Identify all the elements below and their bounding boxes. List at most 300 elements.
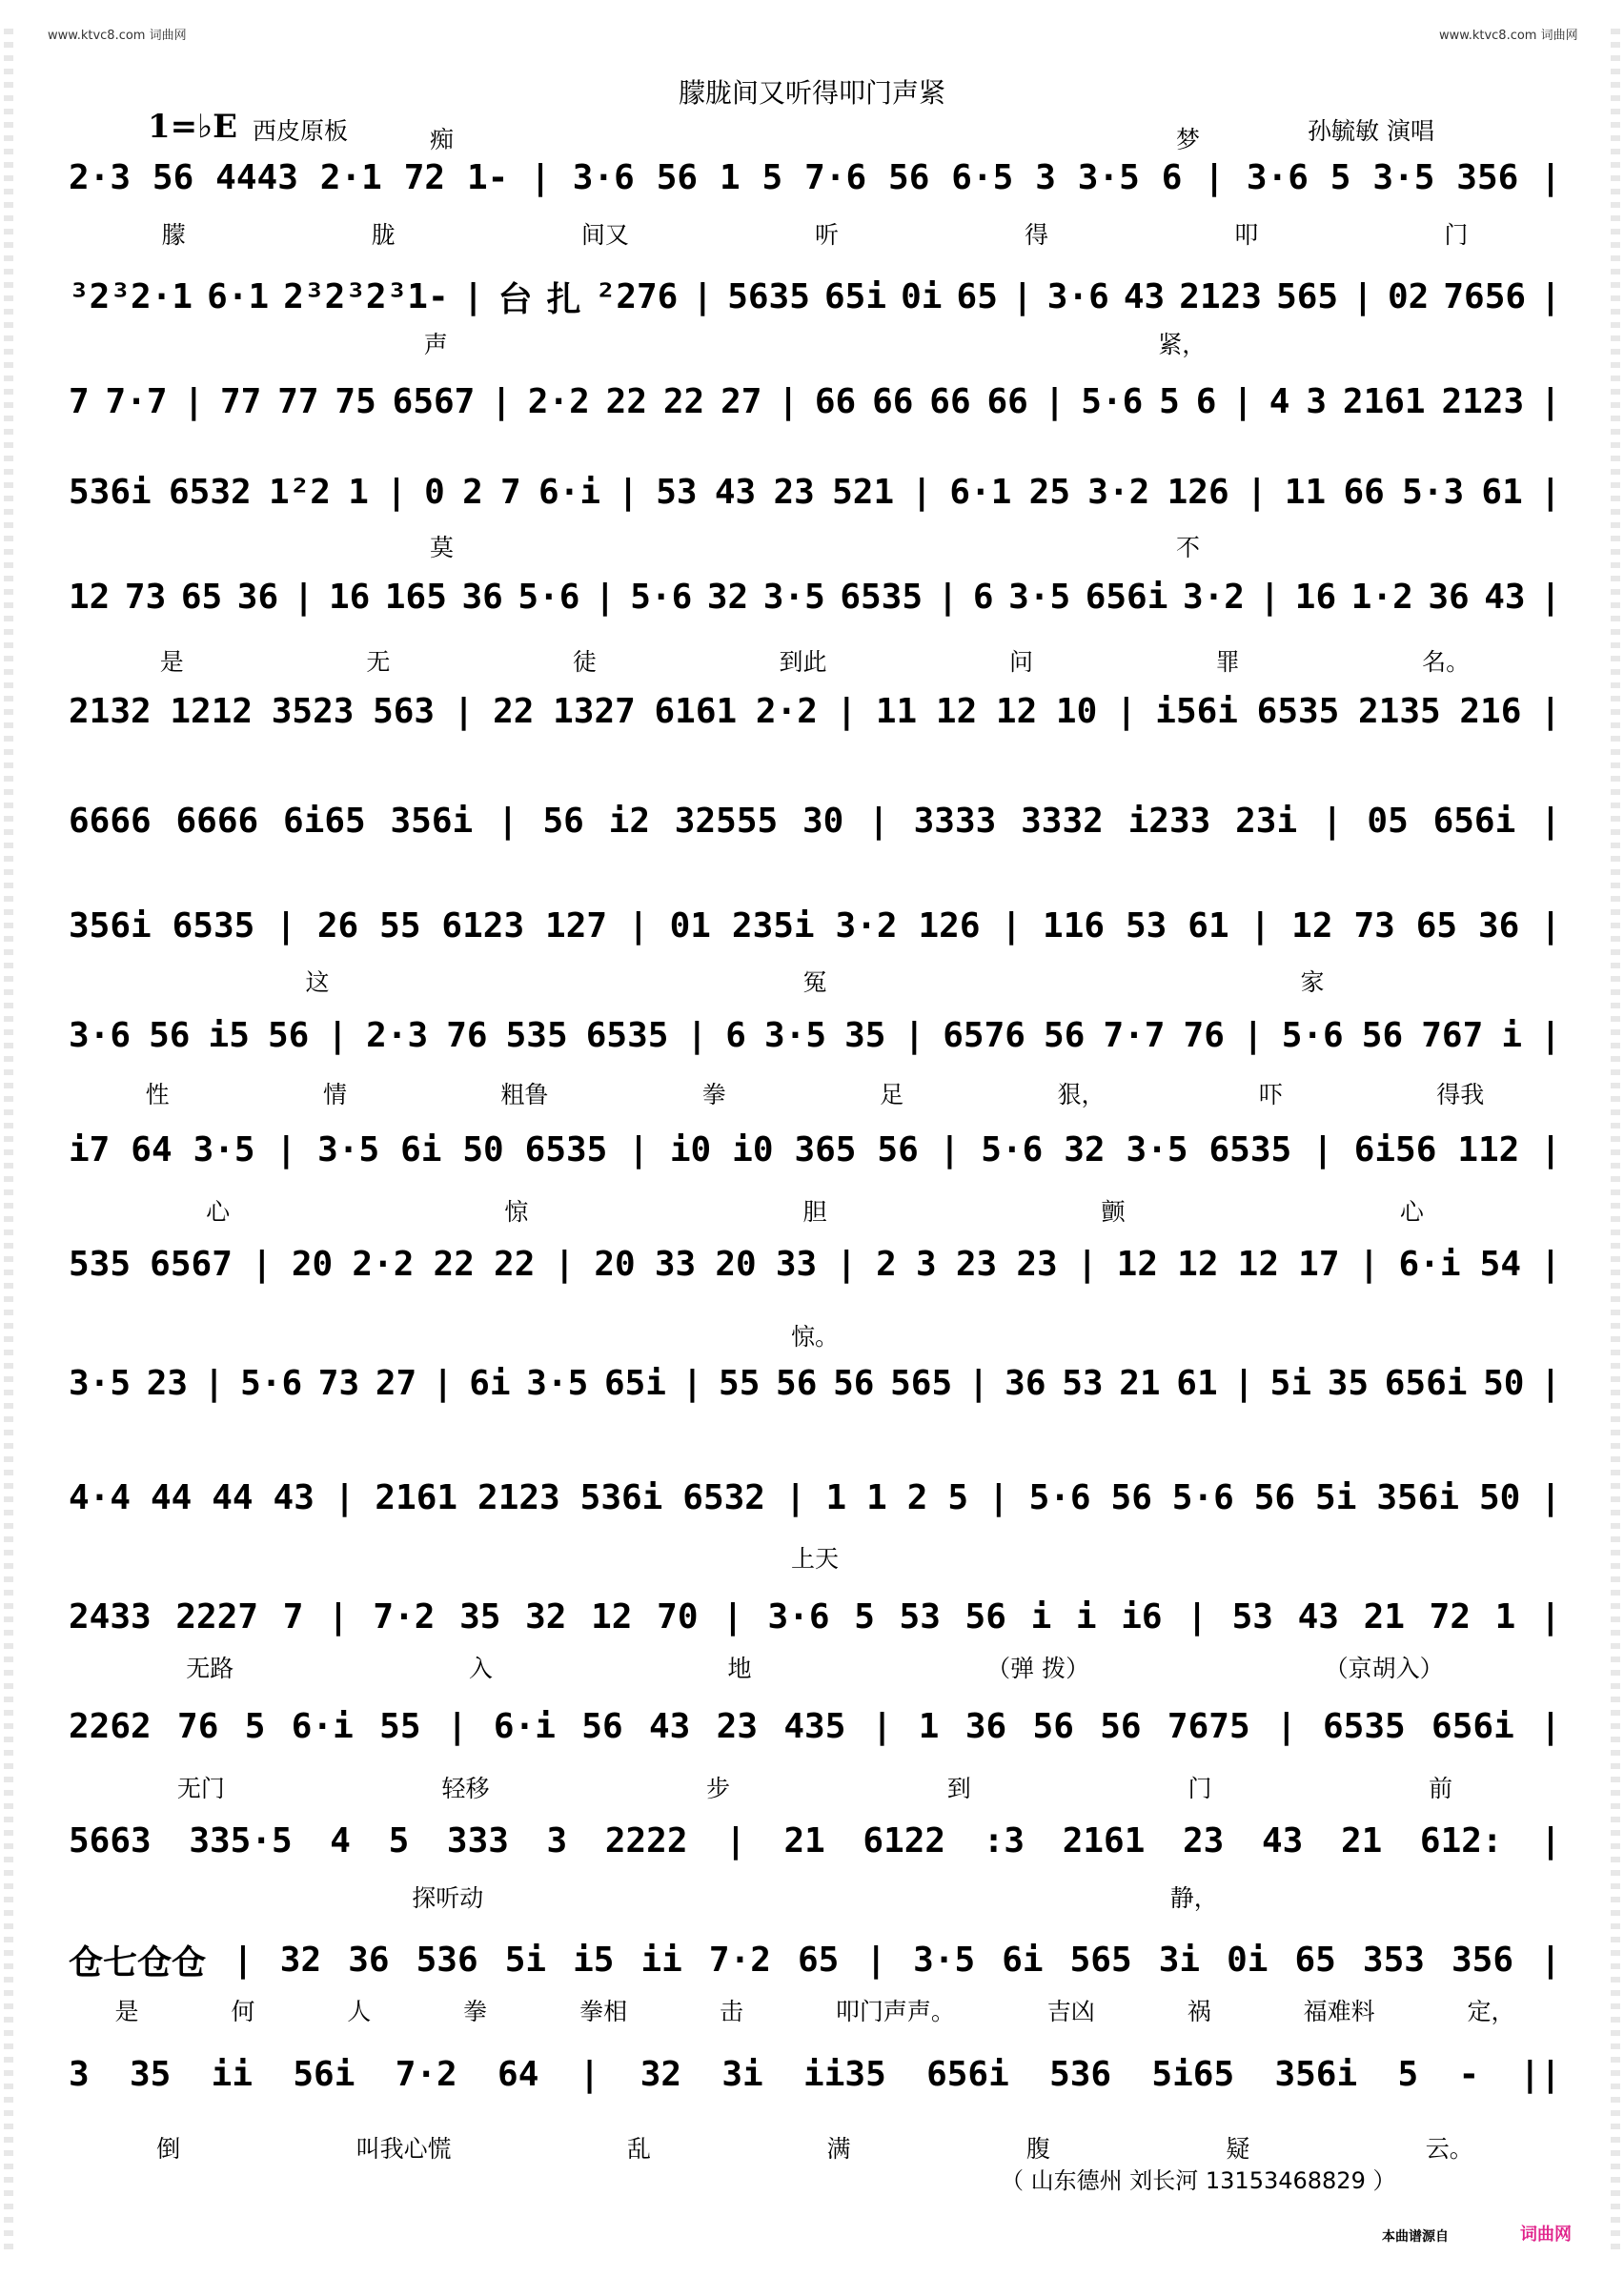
lyric-word: 心 [206, 1198, 231, 1226]
notation-line [69, 686, 1561, 736]
note-group: 66 [1343, 472, 1385, 512]
note-group: 216 [1459, 691, 1522, 731]
note-group: 3·5 [69, 1363, 132, 1403]
note-group: 27 [721, 381, 762, 421]
song-title: 朦胧间又听得叩门声紧 [678, 77, 945, 109]
note-group: 6161 [654, 691, 738, 731]
note-group: 3333 [913, 801, 997, 841]
note-group: i [1030, 1596, 1052, 1637]
note-group: 767 [1421, 1015, 1484, 1055]
note-group: 535 [505, 1015, 568, 1055]
note-group: 1 [825, 1477, 847, 1517]
barline: | [183, 381, 205, 421]
barline: | [778, 381, 799, 421]
note-group: 3i [721, 2054, 763, 2094]
barline: | [1232, 381, 1253, 421]
note-group: 3 [1035, 157, 1056, 197]
lyric-word: 莫 [429, 534, 454, 561]
note-group: 6·i [291, 1706, 354, 1746]
note-group: 36 [461, 577, 503, 617]
note-group: 73 [317, 1363, 360, 1403]
note-group: 7·7 [1103, 1015, 1166, 1055]
note-group: 65 [180, 577, 223, 617]
barline: | [868, 801, 889, 841]
note-group: 61 [1481, 472, 1523, 512]
barline: | [1187, 1596, 1208, 1637]
barline: | [579, 2054, 600, 2094]
note-group: 77 [277, 381, 319, 421]
lyric-word: 足 [880, 1081, 904, 1108]
note-group: 356i [1376, 1477, 1460, 1517]
note-group: 56 [1100, 1706, 1142, 1746]
note-group: 4·4 [69, 1477, 132, 1517]
note-group: i2 [608, 801, 650, 841]
lyric-word: 人 [347, 1998, 372, 2025]
note-group: i6 [1121, 1596, 1163, 1637]
note-group: 20 [715, 1244, 757, 1284]
note-group: 5 [854, 1596, 875, 1637]
note-group: 5 [761, 157, 783, 197]
note-group: 1 [719, 157, 741, 197]
note-group: 3 [1306, 381, 1328, 421]
lyric-line [69, 1319, 1561, 1352]
barline: | [628, 1129, 649, 1169]
note-group: 1 [866, 1477, 887, 1517]
note-group: 扎 [546, 279, 581, 319]
note-group: 2·2 [527, 381, 590, 421]
barline: | [233, 1940, 254, 1980]
note-group: 12 [935, 691, 978, 731]
barline: | [1352, 276, 1373, 316]
lyric-word: 罪 [1215, 648, 1240, 676]
note-group: 17 [1298, 1244, 1340, 1284]
note-group: 6i56 [1353, 1129, 1437, 1169]
note-group: 61 [1176, 1363, 1218, 1403]
note-group: 335·5 [189, 1820, 293, 1860]
note-group: 53 [656, 472, 698, 512]
note-group: 6·i [1398, 1244, 1461, 1284]
barline: | [530, 157, 551, 197]
note-group: 35 [459, 1596, 501, 1637]
barline: | [784, 1477, 806, 1517]
lyric-word: 无门 [176, 1775, 225, 1802]
note-group: 7·2 [708, 1940, 771, 1980]
barline: | [1540, 1820, 1561, 1860]
note-group: 6 [725, 1015, 746, 1055]
note-group: 台 [497, 279, 533, 319]
note-group: 2123 [1179, 276, 1262, 316]
notation-line [69, 467, 1561, 517]
note-group: 2161 [1062, 1820, 1146, 1860]
note-group: 356i [69, 905, 152, 945]
note-group: 32555 [674, 801, 779, 841]
note-group: 56 [581, 1706, 623, 1746]
note-group: 66 [929, 381, 971, 421]
barline: | [1249, 905, 1271, 945]
note-group: 6535 [585, 1015, 669, 1055]
note-group: 6·5 [951, 157, 1014, 197]
note-group: 56 [776, 1363, 818, 1403]
note-group: 50 [462, 1129, 504, 1169]
note-group: 32 [1064, 1129, 1106, 1169]
note-group: 0 [424, 472, 445, 512]
site-watermark-left: www.ktvc8.com 词曲网 [48, 29, 187, 43]
notation-line [69, 1473, 1561, 1522]
note-group: i5 [573, 1940, 615, 1980]
note-group: 66 [986, 381, 1028, 421]
note-group: 23 [716, 1706, 759, 1746]
barline: | [1540, 1363, 1561, 1403]
note-group: i [1501, 1015, 1522, 1055]
note-group: 1 [1494, 1596, 1516, 1637]
note-group: 6535 [1208, 1129, 1292, 1169]
note-group: 64 [497, 2054, 539, 2094]
note-group: 32 [279, 1940, 322, 1980]
lyric-word: 家 [1300, 968, 1325, 996]
note-group: 12 [591, 1596, 633, 1637]
note-group: 116 [1043, 905, 1106, 945]
note-group: 3523 [271, 691, 355, 731]
source-logo: 词曲网 [1520, 2225, 1572, 2245]
note-group: 11 [875, 691, 918, 731]
note-group: i0 [732, 1129, 774, 1169]
barline: || [1519, 2054, 1561, 2094]
note-group: 12 [995, 691, 1038, 731]
note-group: 7 [282, 1596, 304, 1637]
note-group: 3332 [1021, 801, 1104, 841]
barline: | [328, 1596, 349, 1637]
barline: | [1540, 577, 1561, 617]
barline: | [1540, 905, 1561, 945]
note-group: 16 [328, 577, 371, 617]
lyric-line [69, 1651, 1561, 1683]
lyric-word: 性 [145, 1081, 170, 1108]
notation-line [69, 901, 1561, 950]
note-group: 22 [494, 1244, 536, 1284]
note-group: 65 [1415, 905, 1458, 945]
note-group: 44 [212, 1477, 254, 1517]
note-group: 6·i [493, 1706, 556, 1746]
notation-line [69, 152, 1561, 202]
note-group: 56 [267, 1015, 310, 1055]
note-group: 33 [775, 1244, 818, 1284]
note-group: 22 [662, 381, 705, 421]
notation-line [69, 572, 1561, 621]
lyric-line [69, 1194, 1561, 1227]
note-group: 2 [906, 1477, 928, 1517]
note-group: 56 [152, 157, 194, 197]
note-group: 3 [916, 1244, 937, 1284]
note-group: 2·1 [319, 157, 382, 197]
barline: | [203, 1363, 225, 1403]
note-group: 20 [594, 1244, 636, 1284]
lyric-word: 吓 [1258, 1081, 1283, 1108]
note-group: 3·5 [1126, 1129, 1188, 1169]
note-group: 5·3 [1402, 472, 1465, 512]
note-group: 22 [493, 691, 535, 731]
note-group: 6·1 [207, 276, 270, 316]
note-group: 3·5 [762, 577, 825, 617]
note-group: 16 [1294, 577, 1337, 617]
barline: | [1204, 157, 1225, 197]
barline: | [1540, 1596, 1561, 1637]
note-group: 53 [1125, 905, 1167, 945]
note-group: 112 [1457, 1129, 1520, 1169]
lyric-line [69, 644, 1561, 677]
lyric-word: 梦 [1175, 126, 1200, 153]
note-group: 356i [1274, 2054, 1358, 2094]
note-group: 3·6 [1246, 157, 1309, 197]
note-group: 5 [1159, 381, 1180, 421]
note-group: 656i [1431, 1706, 1514, 1746]
note-group: 27 [375, 1363, 417, 1403]
note-group: 70 [657, 1596, 699, 1637]
note-group: 23 [1183, 1820, 1225, 1860]
lyric-word: 步 [706, 1775, 731, 1802]
lyric-word: 门 [1188, 1775, 1212, 1802]
lyric-line [69, 122, 1561, 154]
note-group: 656i [926, 2054, 1009, 2094]
note-group: 3·2 [835, 905, 898, 945]
note-group: 5·6 [981, 1129, 1044, 1169]
note-group: 5·6 [1171, 1477, 1234, 1517]
notation-line [69, 1010, 1561, 1060]
tempo-label: 西皮原板 [253, 117, 349, 145]
barline: | [967, 1363, 989, 1403]
note-group: 56 [964, 1596, 1006, 1637]
notation-line [69, 1239, 1561, 1289]
note-group: 6 [972, 577, 994, 617]
note-group: 7·6 [804, 157, 867, 197]
barline: | [911, 472, 933, 512]
barline: | [987, 1477, 1009, 1517]
note-group: 5663 [69, 1820, 152, 1860]
note-group: 1- [466, 157, 509, 197]
barline: | [1246, 472, 1268, 512]
lyric-word: 狠， [1057, 1081, 1106, 1108]
note-group: 3·6 [767, 1596, 830, 1637]
note-group: 56 [888, 157, 930, 197]
barline: | [722, 1596, 743, 1637]
note-group: 05 [1367, 801, 1409, 841]
note-group: i5 [208, 1015, 250, 1055]
lyric-word: 得我 [1436, 1081, 1485, 1108]
note-group: 521 [832, 472, 895, 512]
lyric-word: 倒 [156, 2135, 181, 2163]
note-group: 656i [1085, 577, 1168, 617]
barline: | [453, 691, 475, 731]
barline: | [1540, 157, 1561, 197]
note-group: 6535 [1323, 1706, 1406, 1746]
note-group: 4443 [215, 157, 298, 197]
lyric-word: 地 [727, 1655, 752, 1682]
lyric-line [69, 327, 1561, 359]
note-group: 56 [1044, 1015, 1086, 1055]
note-group: 32 [706, 577, 749, 617]
note-group: 30 [802, 801, 844, 841]
lyric-word: 粗鲁 [500, 1081, 549, 1108]
notation-line [69, 1816, 1561, 1865]
note-group: 66 [872, 381, 914, 421]
note-group: 10 [1055, 691, 1098, 731]
lyric-word: 胆 [802, 1198, 827, 1226]
lyric-line [69, 217, 1561, 250]
note-group: 3·6 [69, 1015, 132, 1055]
note-group: 76 [446, 1015, 488, 1055]
note-group: 5 [1330, 157, 1351, 197]
note-group: 21 [1363, 1596, 1405, 1637]
note-group: 11 [1284, 472, 1327, 512]
barline: | [1540, 1129, 1561, 1169]
note-group: 2123 [1441, 381, 1525, 421]
lyric-word: 乱 [627, 2135, 652, 2163]
note-group: 127 [545, 905, 608, 945]
note-group: 76 [1183, 1015, 1225, 1055]
lyric-word: 疑 [1226, 2135, 1250, 2163]
note-group: 6666 [69, 801, 152, 841]
note-group: 22 [433, 1244, 475, 1284]
note-group: 6 [1161, 157, 1183, 197]
note-group: ²276 [595, 276, 679, 316]
lyric-word: 祸 [1187, 1998, 1211, 2025]
note-group: 6i [400, 1129, 442, 1169]
note-group: 12 [1177, 1244, 1219, 1284]
note-group: 56 [149, 1015, 191, 1055]
note-group: i7 [69, 1129, 111, 1169]
barline: | [1540, 1015, 1561, 1055]
note-group: 43 [714, 472, 757, 512]
note-group: 6·i [538, 472, 601, 512]
note-group: 65i [823, 276, 887, 316]
note-group: 33 [654, 1244, 697, 1284]
note-group: - [1458, 2054, 1480, 2094]
lyric-word: 叩 [1234, 221, 1259, 249]
barline: | [497, 801, 518, 841]
note-group: 43 [1297, 1596, 1339, 1637]
note-group: 35 [1327, 1363, 1370, 1403]
note-group: 23 [955, 1244, 998, 1284]
lyric-word: 情 [323, 1081, 348, 1108]
note-group: 54 [1479, 1244, 1522, 1284]
note-group: 56 [656, 157, 699, 197]
note-group: 3·5 [526, 1363, 589, 1403]
note-group: 2135 [1358, 691, 1441, 731]
note-group: i233 [1127, 801, 1211, 841]
note-group: 43 [648, 1706, 691, 1746]
note-group: 165 [384, 577, 447, 617]
lyric-word: 何 [231, 1998, 255, 2025]
barline: | [1540, 1940, 1561, 1980]
note-group: 365 [794, 1129, 857, 1169]
note-group: 23i [1235, 801, 1298, 841]
note-group: 43 [273, 1477, 315, 1517]
note-group: 61 [1188, 905, 1229, 945]
note-group: 2·2 [755, 691, 818, 731]
note-group: ii [640, 1940, 682, 1980]
note-group: ii [211, 2054, 254, 2094]
note-group: 7 [500, 472, 521, 512]
lyric-word: （弹 拨） [986, 1655, 1090, 1682]
barline: | [1242, 1015, 1264, 1055]
note-group: 2·2 [352, 1244, 415, 1284]
note-group: 6532 [682, 1477, 765, 1517]
note-group: 563 [373, 691, 436, 731]
notation-line [69, 796, 1561, 845]
note-group: 656i [1432, 801, 1516, 841]
note-group: ii35 [803, 2054, 886, 2094]
lyric-word: 徒 [572, 648, 597, 676]
lyric-word: 门 [1444, 221, 1469, 249]
note-group: 12 [1291, 905, 1333, 945]
lyric-word: 惊。 [790, 1323, 839, 1351]
barline: | [1540, 691, 1561, 731]
lyric-line [69, 965, 1561, 997]
source-label: 本曲谱源自 [1382, 2229, 1449, 2245]
lyric-word: 问 [1009, 648, 1034, 676]
note-group: 21 [1340, 1820, 1383, 1860]
barline: | [1076, 1244, 1098, 1284]
note-group: 2 [876, 1244, 897, 1284]
note-group: 0i [901, 276, 943, 316]
barline: | [1312, 1129, 1333, 1169]
note-group: 2227 [175, 1596, 259, 1637]
lyric-word: 声 [423, 331, 448, 358]
barline: | [1540, 1477, 1561, 1517]
note-group: ³2³2·1 [69, 276, 193, 316]
lyric-line [69, 1771, 1561, 1803]
note-group: 65 [797, 1940, 840, 1980]
note-group: 5 [244, 1706, 266, 1746]
lyric-line [69, 1541, 1561, 1574]
note-group: 6123 [441, 905, 525, 945]
note-group: 7656 [1443, 276, 1527, 316]
note-group: 6532 [168, 472, 252, 512]
note-group: 22 [605, 381, 647, 421]
note-group: 76 [177, 1706, 219, 1746]
note-group: 3·2 [1087, 472, 1150, 512]
singer-credit: 孙毓敏 演唱 [1308, 117, 1434, 145]
note-group: 353 [1362, 1940, 1425, 1980]
note-group: 56 [833, 1363, 875, 1403]
left-border-strip [4, 29, 13, 2249]
note-group: 656i [1384, 1363, 1468, 1403]
lyric-word: 到 [946, 1775, 971, 1802]
note-group: 5·6 [1028, 1477, 1091, 1517]
note-group: 1²2 [268, 472, 331, 512]
note-group: 2·3 [69, 157, 132, 197]
barline: | [252, 1244, 273, 1284]
final-lyric-row [69, 2131, 1561, 2164]
key-signature: 1=♭E [148, 108, 238, 146]
note-group: 50 [1478, 1477, 1521, 1517]
barline: | [686, 1015, 708, 1055]
note-group: 5·6 [518, 577, 580, 617]
note-group: 21 [1119, 1363, 1161, 1403]
note-group: 73 [124, 577, 167, 617]
notation-line [69, 1935, 1561, 1984]
note-group: 仓七仓仓 [69, 1942, 207, 1982]
lyric-word: 上天 [790, 1545, 839, 1573]
note-group: :3 [983, 1820, 1025, 1860]
barline: | [462, 276, 484, 316]
note-group: 72 [1429, 1596, 1472, 1637]
note-group: 32 [639, 2054, 682, 2094]
barline: | [594, 577, 616, 617]
barline: | [1275, 1706, 1297, 1746]
site-watermark-right: www.ktvc8.com 词曲网 [1439, 29, 1578, 43]
note-group: 21 [783, 1820, 825, 1860]
note-group: 36 [1428, 577, 1470, 617]
